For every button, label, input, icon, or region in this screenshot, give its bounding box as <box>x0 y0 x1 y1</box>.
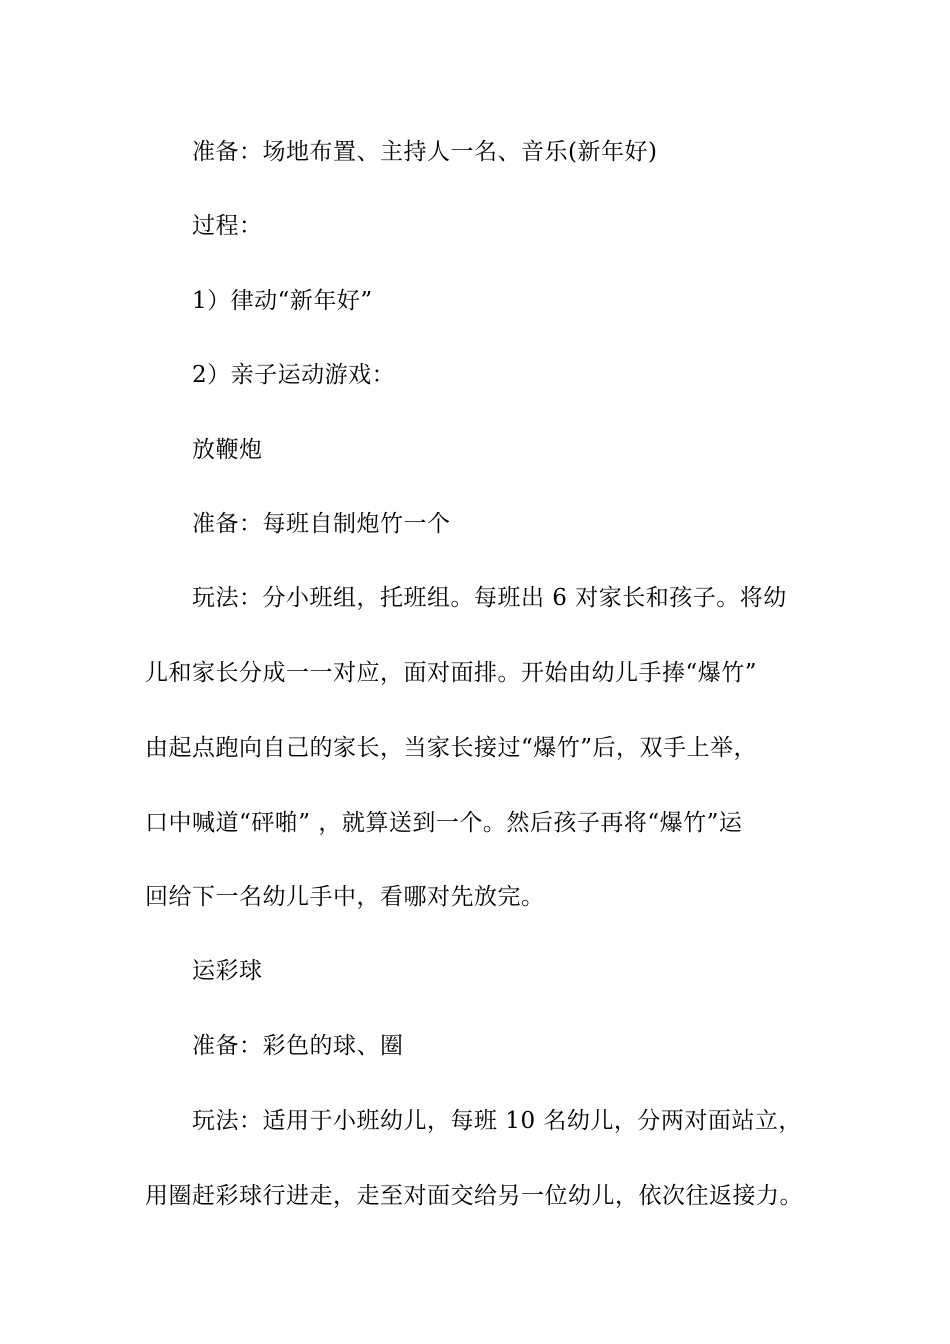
section-title-firecracker: 放鞭炮 <box>192 437 263 463</box>
paragraph-preparation: 准备：场地布置、主持人一名、音乐(新年好) <box>192 139 658 165</box>
paragraph-step-2: 2）亲子运动游戏： <box>192 362 396 388</box>
paragraph-firecracker-rules-line-5: 回给下一名幼儿手中，看哪对先放完。 <box>145 884 545 910</box>
paragraph-firecracker-rules-line-2: 儿和家长分成一一对应，面对面排。开始由幼儿手捧“爆竹” <box>145 660 758 686</box>
paragraph-firecracker-rules-line-3: 由起点跑向自己的家长，当家长接过“爆竹”后，双手上举， <box>145 735 758 761</box>
paragraph-color-ball-preparation: 准备：彩色的球、圈 <box>192 1033 404 1059</box>
section-title-color-ball: 运彩球 <box>192 958 263 984</box>
paragraph-color-ball-rules-line-1: 玩法：适用于小班幼儿，每班 10 名幼儿，分两对面站立， <box>192 1108 802 1134</box>
paragraph-process-heading: 过程： <box>192 213 263 239</box>
paragraph-firecracker-rules-line-4: 口中喊道“砰啪” ，就算送到一个。然后孩子再将“爆竹”运 <box>145 810 743 836</box>
paragraph-color-ball-rules-line-2: 用圈赶彩球行进走，走至对面交给另一位幼儿，依次往返接力。 <box>145 1183 803 1209</box>
paragraph-firecracker-preparation: 准备：每班自制炮竹一个 <box>192 511 451 537</box>
paragraph-step-1: 1）律动“新年好” <box>192 288 373 314</box>
paragraph-firecracker-rules-line-1: 玩法：分小班组，托班组。每班出 6 对家长和孩子。将幼 <box>192 585 787 611</box>
